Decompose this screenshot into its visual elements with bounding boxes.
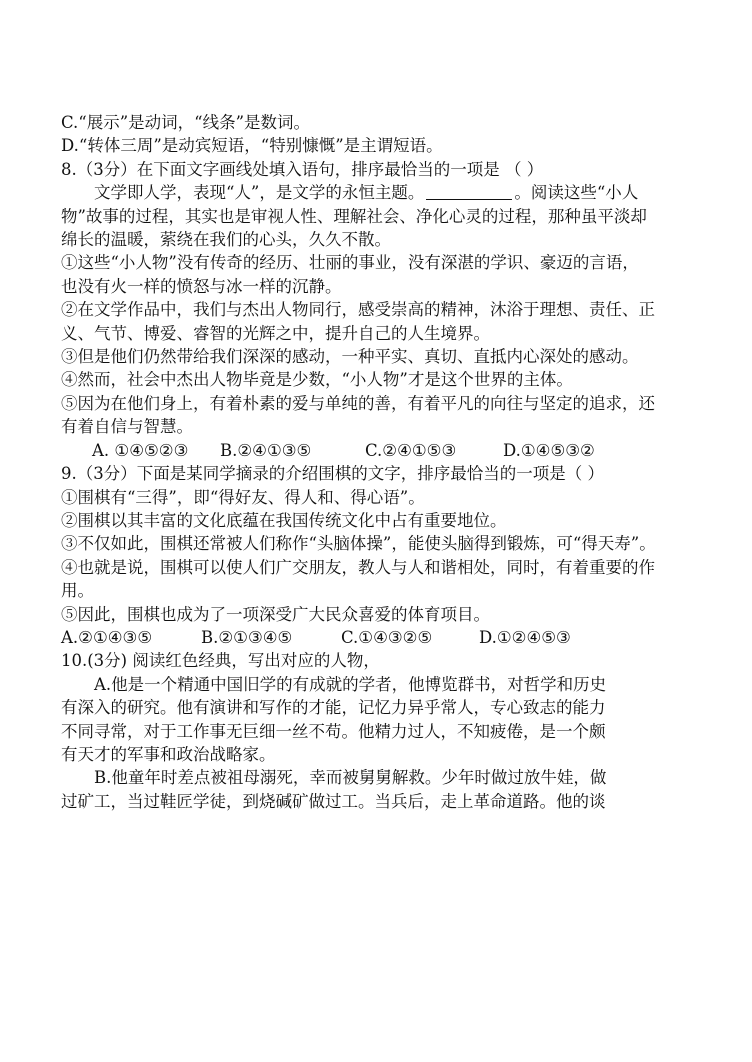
q9-sentence-4-cont: 用。 bbox=[61, 581, 94, 601]
sentence-2: ②在文学作品中，我们与杰出人物同行，感受崇高的精神，沐浴于理想、责任、正 bbox=[61, 300, 655, 320]
sentence-5-cont: 有着自信与智慧。 bbox=[61, 417, 193, 437]
question-8-passage-line-1 bbox=[61, 181, 684, 204]
sentence-4: ④然而，社会中杰出人物毕竟是少数，“小人物”才是这个世界的主体。 bbox=[61, 370, 573, 390]
sentence-2-cont: 义、气节、博爱、睿智的光辉之中，提升自己的人生境界。 bbox=[61, 323, 490, 343]
q9-option-d: D.①②④⑤③ bbox=[479, 627, 571, 647]
sentence-1: ①这些“小人物”没有传奇的经历、壮丽的事业，没有深湛的学识、豪迈的言语， bbox=[61, 253, 639, 273]
question-8-passage-line-3: 绵长的温暖，萦绕在我们的心头，久久不散。 bbox=[61, 230, 391, 250]
q8-option-a: A. ①④⑤②③ bbox=[92, 440, 189, 460]
question-8-heading: 8.（3分）在下面文字画线处填入语句，排序最恰当的一项是 （ ） bbox=[61, 159, 544, 179]
option-c-line: C.“展示”是动词，“线条”是数词。 bbox=[61, 113, 311, 132]
q10-b-line-2: 过矿工，当过鞋匠学徒，到烧碱矿做过工。当兵后，走上革命道路。他的谈 bbox=[61, 791, 606, 811]
q10-a-line-2: 有深入的研究。他有演讲和写作的才能，记忆力异乎常人，专心致志的能力 bbox=[61, 698, 606, 718]
q8-option-d: D.①④⑤③② bbox=[503, 440, 595, 460]
sentence-1-cont: 也没有火一样的愤怒与冰一样的沉静。 bbox=[61, 276, 342, 296]
question-10-heading: 10.(3分) 阅读红色经典，写出对应的人物， bbox=[61, 651, 380, 671]
q9-option-b: B.②①③④⑤ bbox=[201, 627, 293, 647]
question-8-options bbox=[61, 439, 684, 462]
q8-option-c: C.②④①⑤③ bbox=[365, 440, 457, 460]
q9-sentence-4: ④也就是说，围棋可以使人们广交朋友，教人与人和谐相处，同时，有着重要的作 bbox=[61, 557, 655, 577]
q10-b-line-1: B.他童年时差点被祖母溺死，幸而被舅舅解救。少年时做过放牛娃，做 bbox=[94, 768, 607, 788]
passage-text: 。阅读这些“小人 bbox=[514, 183, 639, 203]
q9-sentence-5: ⑤因此，围棋也成为了一项深受广大民众喜爱的体育项目。 bbox=[61, 604, 490, 624]
sentence-3: ③但是他们仍然带给我们深深的感动，一种平实、真切、直抵内心深处的感动。 bbox=[61, 347, 639, 367]
sentence-5: ⑤因为在他们身上，有着朴素的爱与单纯的善，有着平凡的向往与坚定的追求，还 bbox=[61, 393, 655, 413]
q9-option-a: A.②①④③⑤ bbox=[61, 627, 153, 647]
question-9-options bbox=[61, 626, 684, 649]
option-d-line: D.“转体三周”是动宾短语，“特别慷慨”是主谓短语。 bbox=[61, 136, 443, 156]
q8-option-b: B.②④①③⑤ bbox=[220, 440, 312, 460]
question-9-heading: 9.（3分）下面是某同学摘录的介绍围棋的文字，排序最恰当的一项是（ ） bbox=[61, 464, 604, 484]
q10-a-line-1: A.他是一个精通中国旧学的有成就的学者，他博览群书，对哲学和历史 bbox=[94, 674, 607, 694]
question-8-passage-line-2: 物”故事的过程，其实也是审视人性、理解社会、净化心灵的过程，那种虽平淡却 bbox=[61, 206, 647, 226]
q9-sentence-1: ①围棋有“三得”，即“得好友、得人和、得心语”。 bbox=[61, 487, 425, 507]
q10-a-line-3: 不同寻常，对于工作事无巨细一丝不苟。他精力过人，不知疲倦，是一个颇 bbox=[61, 721, 606, 741]
passage-text: 文学即人学，表现“人”，是文学的永恒主题。 bbox=[94, 183, 425, 203]
q10-a-line-4: 有天才的军事和政治战略家。 bbox=[61, 744, 276, 764]
q9-sentence-2: ②围棋以其丰富的文化底蕴在我国传统文化中占有重要地位。 bbox=[61, 510, 507, 530]
q9-option-c: C.①④③②⑤ bbox=[341, 627, 433, 647]
fill-in-blank bbox=[426, 182, 512, 200]
q9-sentence-3: ③不仅如此，围棋还常被人们称作“头脑体操”，能使头脑得到锻炼，可“得天寿”。 bbox=[61, 534, 656, 554]
